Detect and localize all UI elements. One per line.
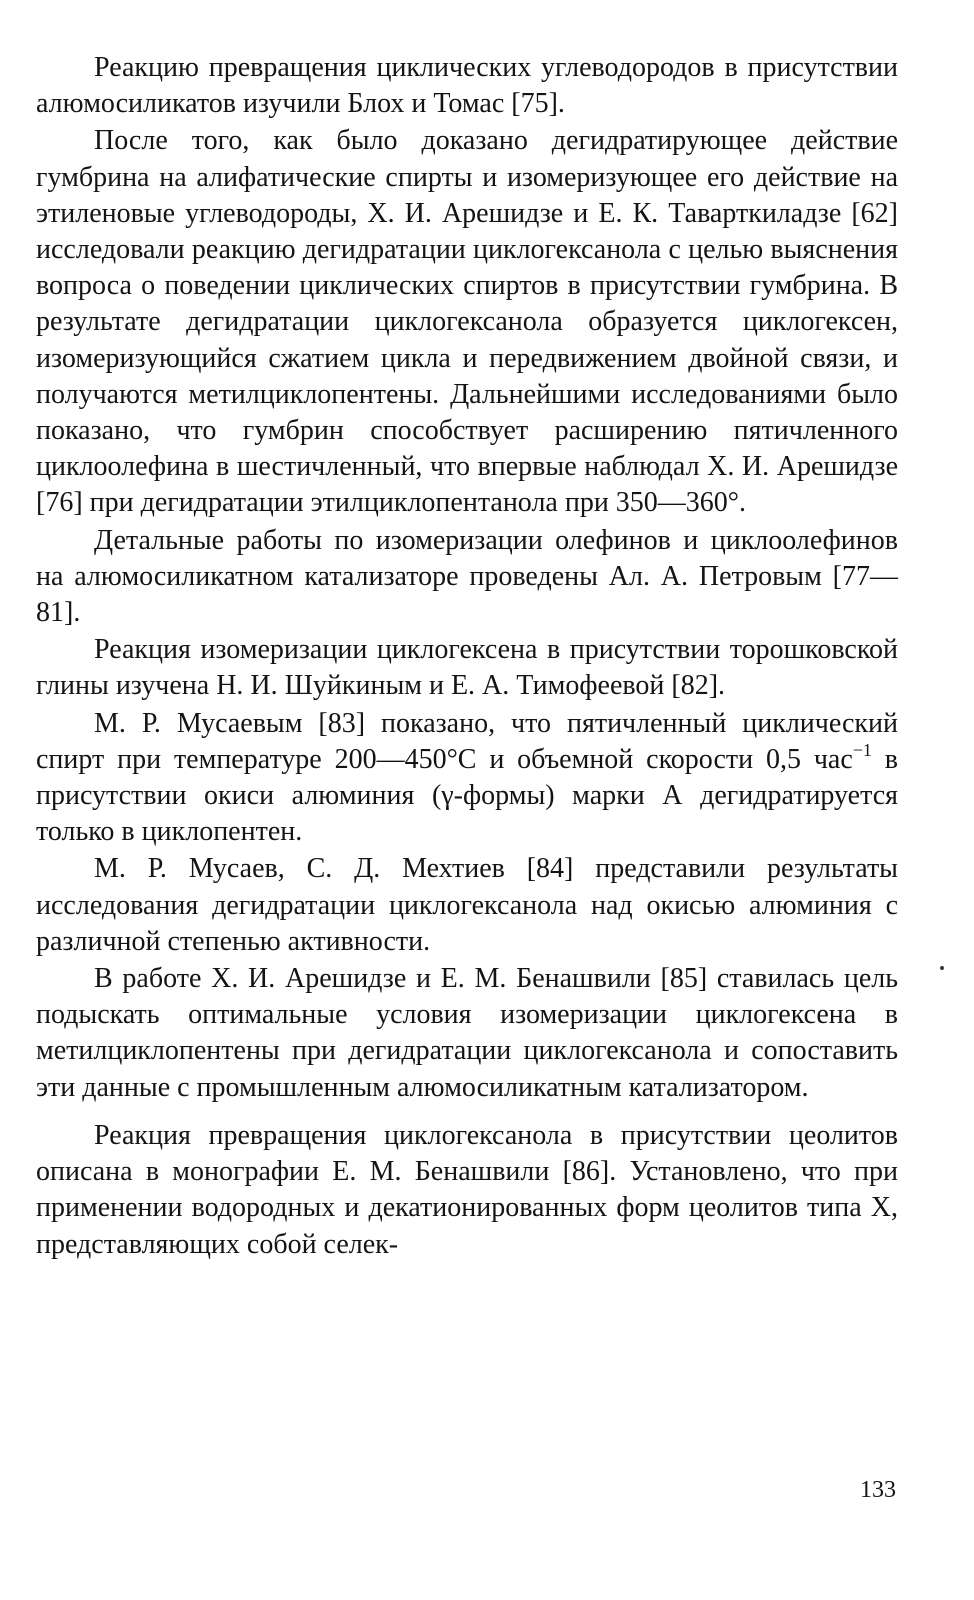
paragraph-5-superscript: −1 xyxy=(852,739,872,760)
paragraph-8: Реакция превращения циклогексанола в присутствии цеолитов описана в монографии Е. М. Бенашвили [86]. Установлено, что при применении водородных и декатионированных форм цеолитов типа Х, представляющих собой селек- xyxy=(36,1119,898,1260)
document-page xyxy=(36,50,898,1263)
paragraph-3: Детальные работы по изомеризации олефинов и циклоолефинов на алюмосиликатном катализаторе проведены Ал. А. Петровым [77—81]. xyxy=(36,524,898,629)
paragraph-5-tail: в присутствии окиси алюминия (γ-формы) марки А дегидратируется только в циклопентен. xyxy=(36,743,898,848)
paragraph-5 xyxy=(36,706,898,851)
paragraph-2: После того, как было доказано дегидратирующее действие гумбрина на алифатические спирты и изомеризующее его действие на этиленовые углеводороды, Х. И. Арешидзе и Е. К. Таварткиладзе [62] исследовали реакцию дегидратации циклогексанола с целью выяснения вопроса о поведении циклических спиртов в присутствии гумбрина. В результате дегидратации циклогексанола образуется циклогексен, изомеризующийся сжатием цикла и передвижением двойной связи, и получаются метилциклопентены. Дальнейшими исследованиями было показано, что гумбрин способствует расширению пятичленного циклоолефина в шестичленный, что впервые наблюдал Х. И. Арешидзе [76] при дегидратации этилциклопентанола при 350—360°. xyxy=(36,125,898,519)
paragraph-6: М. Р. Мусаев, С. Д. Мехтиев [84] представили результаты исследования дегидратации циклогексанола над окисью алюминия с различной степенью активности. xyxy=(36,853,898,957)
page-number: 133 xyxy=(860,1477,896,1503)
paragraph-4: Реакция изомеризации циклогексена в присутствии торошковской глины изучена Н. И. Шуйкиным и Е. А. Тимофеевой [82]. xyxy=(36,634,898,702)
paragraph-1: Реакцию превращения циклических углеводородов в присутствии алюмосиликатов изучили Блох и Томас [75]. xyxy=(36,52,898,120)
paragraph-7: В работе Х. И. Арешидзе и Е. М. Бенашвили [85] ставилась цель подыскать оптимальные условия изомеризации циклогексена в метилциклопентены при дегидратации циклогексанола и сопоставить эти данные с промышленным алюмосиликатным катализатором. xyxy=(36,963,898,1103)
paragraph-5-text: М. Р. Мусаевым [83] показано, что пятичленный циклический спирт при температуре 200—450°С и объемной скорости 0,5 час xyxy=(36,707,898,775)
scan-speck xyxy=(940,966,944,970)
